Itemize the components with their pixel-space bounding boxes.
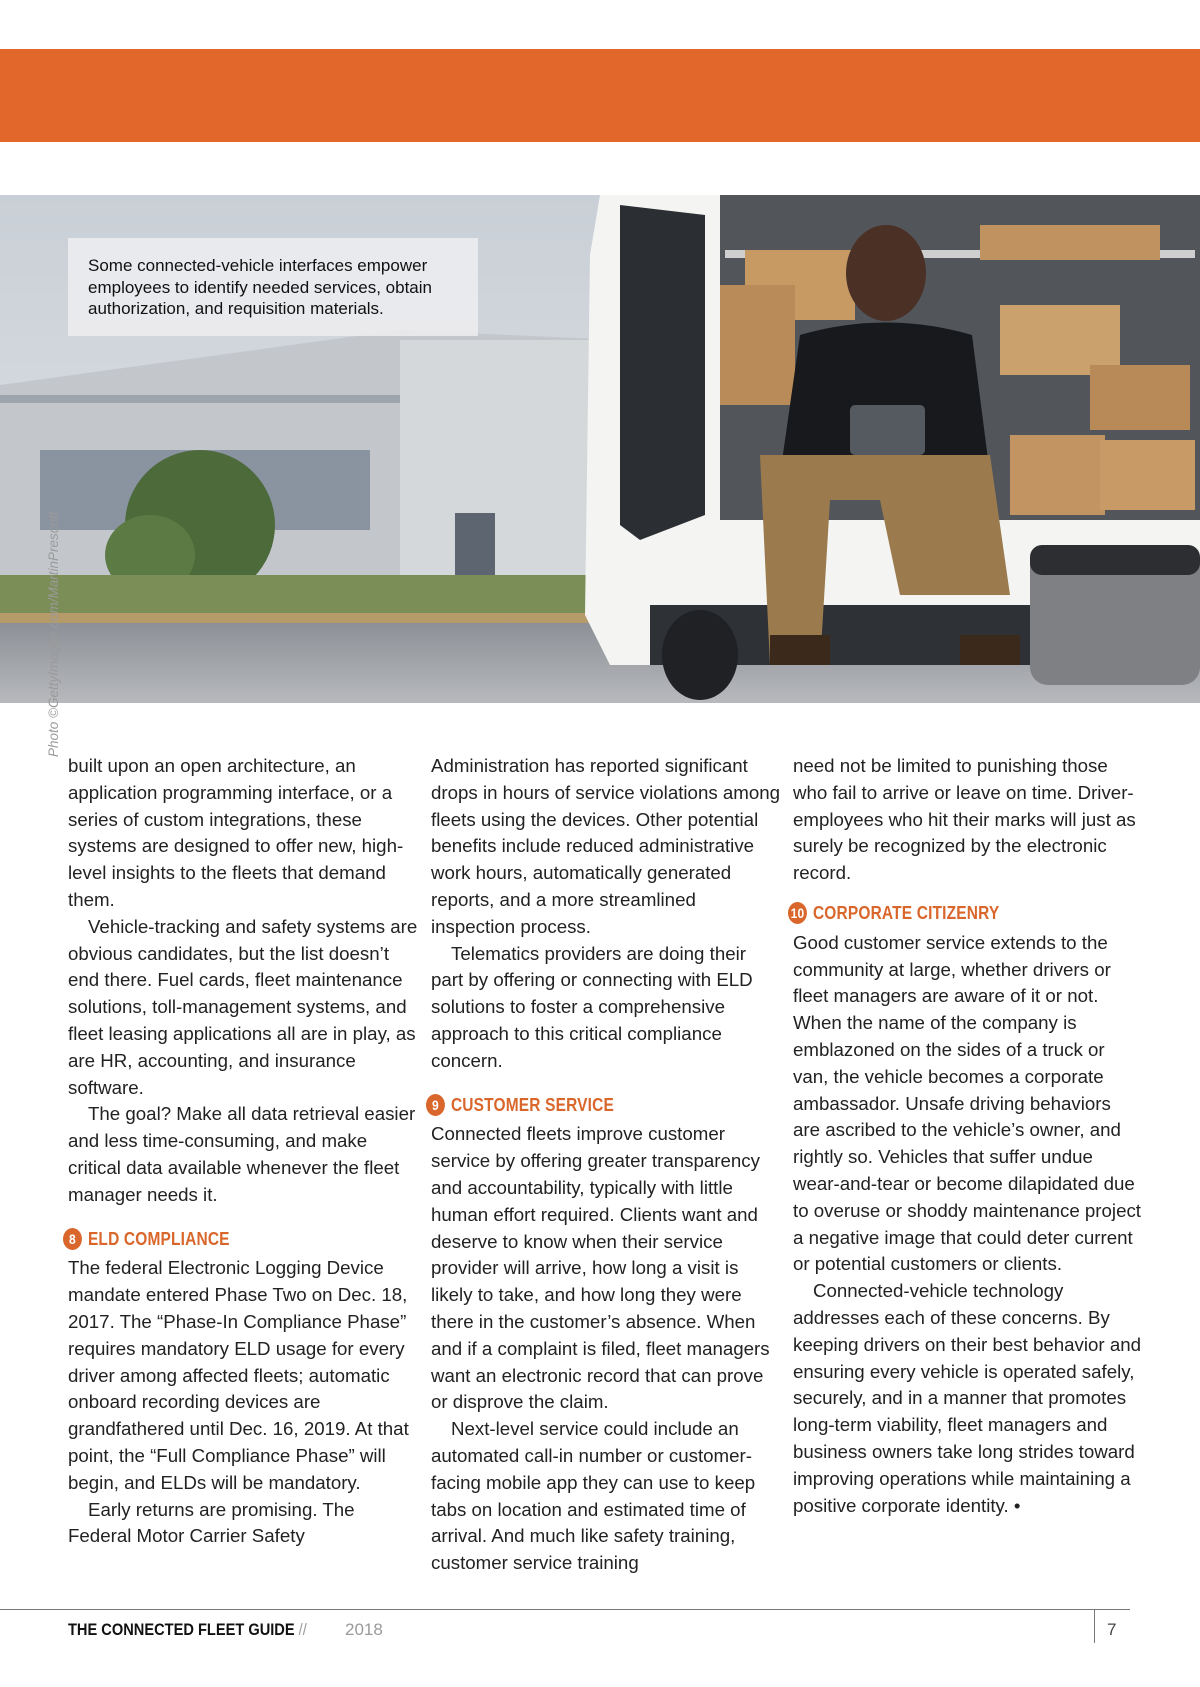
section-heading-customer-service <box>426 1092 731 1119</box>
section-title: CUSTOMER SERVICE <box>450 1094 614 1115</box>
section-heading-corporate-citizenry <box>788 900 1093 927</box>
footer-page-divider <box>1094 1609 1095 1643</box>
footer-title <box>68 1620 307 1640</box>
section-number-badge: 9 <box>426 1094 445 1116</box>
column-2 <box>431 753 781 1577</box>
footer-publication <box>68 1620 383 1640</box>
column-1 <box>68 753 418 1550</box>
paragraph: Next-level service could include an automated call-in number or customer-facing mobile app they can use to keep tabs on location and estimated time of arrival. And much like safety training, customer service training <box>431 1418 756 1574</box>
column-3 <box>790 753 1143 1519</box>
section-number-badge: 8 <box>63 1228 82 1250</box>
paragraph: built upon an open architecture, an application programming interface, or a series of custom integrations, these systems are designed to offer new, high-level insights to the fleets that demand them. <box>68 755 404 910</box>
photo-credit: Photo ©GettyImages.com/MartinPrescott <box>46 511 61 757</box>
paragraph: Administration has reported significant drops in hours of service violations among fleets using the devices. Other potential benefits include reduced administrative work hours, automatically generated reports, and a more streamlined inspection process. <box>431 755 781 937</box>
section-title: CORPORATE CITIZENRY <box>812 902 1000 923</box>
header-color-band <box>0 49 1200 142</box>
footer-title-text: THE CONNECTED FLEET GUIDE <box>68 1620 295 1639</box>
paragraph: Early returns are promising. The Federal Motor Carrier Safety <box>68 1498 355 1547</box>
section-title: ELD COMPLIANCE <box>87 1228 230 1249</box>
paragraph: Connected fleets improve customer service by offering greater transparency and accountability, typically with little human effort required. Clients want and deserve to know when their service provider will arrive, how long a visit is likely to take, and how long they were there in the customer’s absence. When and if a complaint is filed, fleet managers want an electronic record that can prove or disprove the claim. <box>431 1123 770 1413</box>
footer-year: 2018 <box>345 1620 383 1639</box>
paragraph: Connected-vehicle technology addresses each of these concerns. By keeping drivers on their best behavior and ensuring every vehicle is operated safely, securely, and in a manner that promotes long-term viability, fleet managers and business owners take long strides toward improving operations while maintaining a positive corporate identity. • <box>793 1280 1142 1516</box>
paragraph: Good customer service extends to the community at large, whether drivers or fleet managers are aware of it or not. When the name of the company is emblazoned on the sides of a truck or van, the vehicle becomes a corporate ambassador. Unsafe driving behaviors are ascribed to the vehicle’s owner, and rightly so. Vehicles that suffer undue wear-and-tear or become dilapidated due to overuse or shoddy maintenance project a negative image that could deter current or potential customers or clients. <box>793 931 1141 1275</box>
section-number-badge: 10 <box>788 902 807 924</box>
photo-caption: Some connected-vehicle interfaces empower employees to identify needed services, obtain authorization, and requisition materials. <box>68 238 478 336</box>
page-number: 7 <box>1107 1620 1117 1639</box>
footer-separator: // <box>294 1620 307 1639</box>
paragraph: The goal? Make all data retrieval easier and less time-consuming, and make critical data available whenever the fleet manager needs it. <box>68 1103 416 1205</box>
paragraph: Telematics providers are doing their part by offering or connecting with ELD solutions to foster a comprehensive approach to this critical compliance concern. <box>431 942 753 1071</box>
footer-divider <box>0 1609 1130 1610</box>
paragraph: need not be limited to punishing those who fail to arrive or leave on time. Driver-employees who hit their marks will just as surely be recognized by the electronic record. <box>793 755 1136 884</box>
section-heading-eld-compliance <box>63 1226 368 1253</box>
paragraph: The federal Electronic Logging Device mandate entered Phase Two on Dec. 18, 2017. The “Phase-In Compliance Phase” requires mandatory ELD usage for every driver among affected fleets; automatic onboard recording devices are grandfathered until Dec. 16, 2019. At that point, the “Full Compliance Phase” will begin, and ELDs will be mandatory. <box>68 1257 409 1493</box>
paragraph: Vehicle-tracking and safety systems are obvious candidates, but the list doesn’t end there. Fuel cards, fleet maintenance solutions, toll-management systems, and fleet leasing applications all are in play, as are HR, accounting, and insurance software. <box>68 915 418 1098</box>
